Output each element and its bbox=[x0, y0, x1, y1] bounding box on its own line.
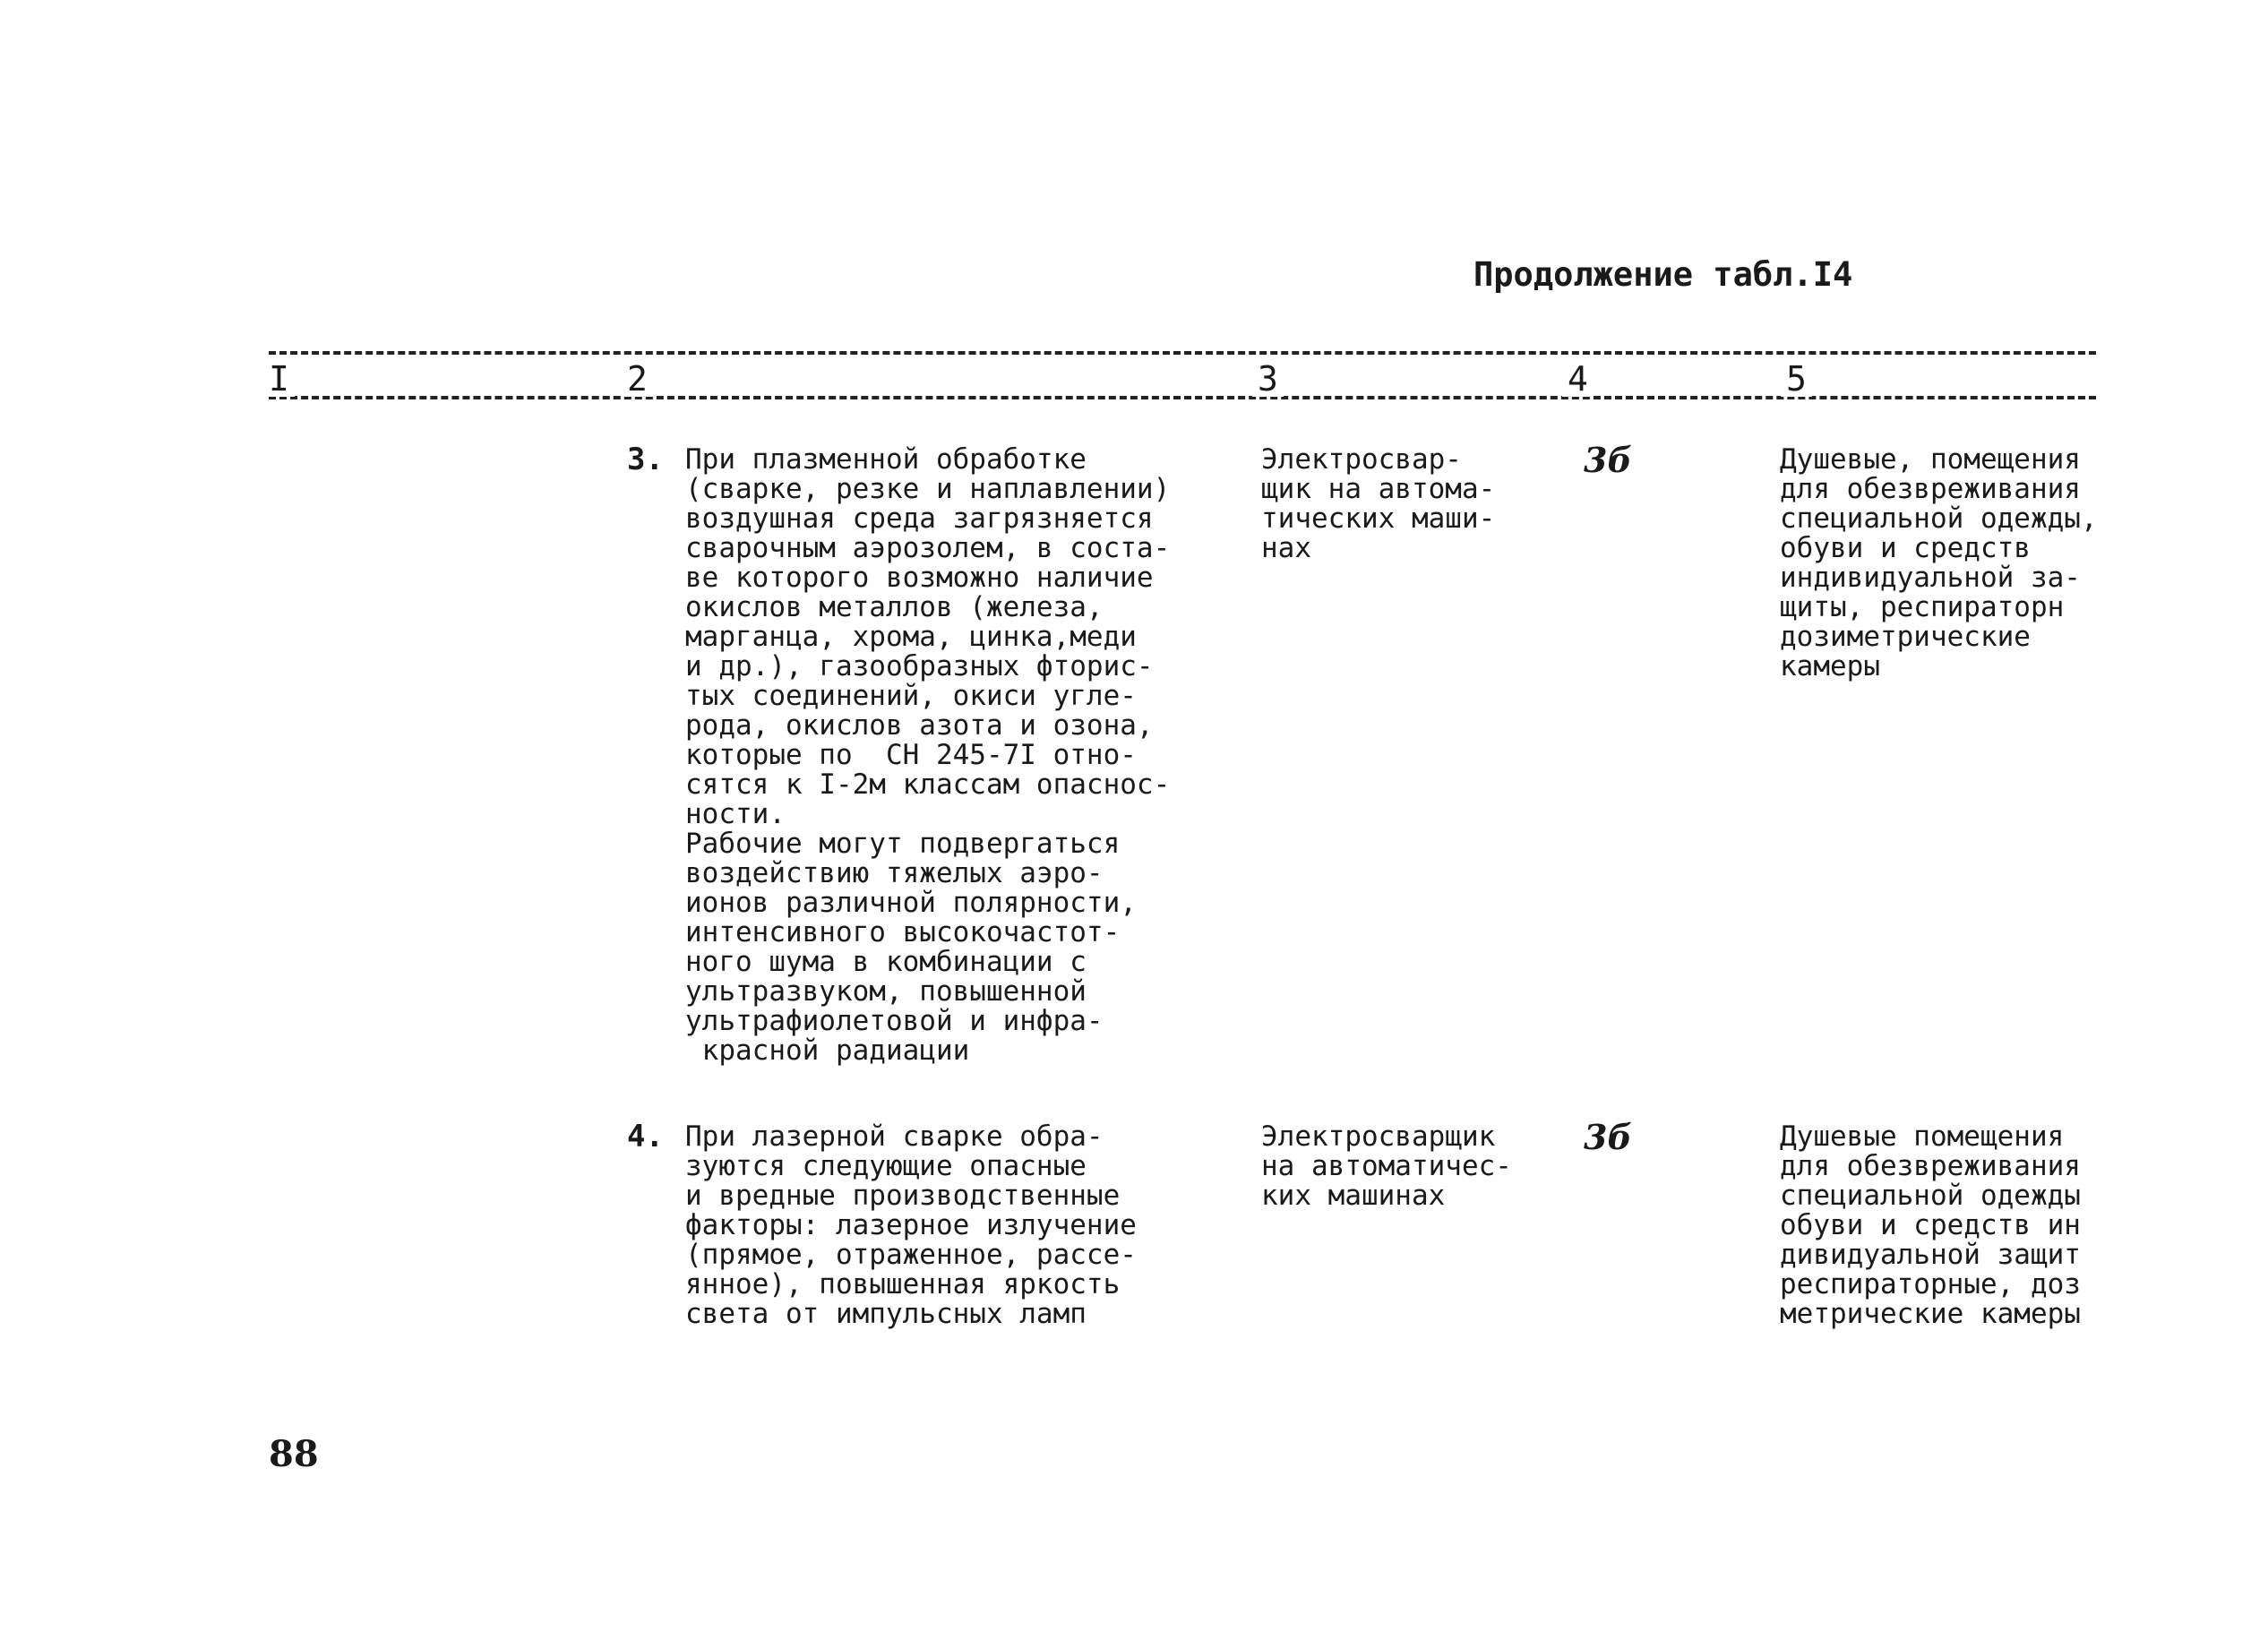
special-facilities: Душевые, помещения для обезвреживания специальной одежды, обуви и средств индивидуальной за- щиты, респираторн дозиметрические камеры bbox=[1780, 443, 2098, 682]
profession: Электросвар- щик на автома- тических маши- нах bbox=[1261, 443, 1496, 564]
profession: Электросварщик на автоматичес- ких машинах bbox=[1261, 1120, 1512, 1212]
sanitary-group: 3б bbox=[1584, 1117, 1632, 1157]
sanitary-group: 3б bbox=[1584, 440, 1632, 480]
table-continuation-title: Продолжение табл.I4 bbox=[1473, 255, 1853, 294]
hazard-description: При плазменной обработке (сварке, резке и наплавлении) воздушная среда загрязняется сварочным аэрозолем, в соста- ве которого возможно наличие окислов металлов (железа, марганца, хрома, цинка,меди и др.), газообразных фторис- тых соединений, окиси угле- рода, окислов азота и озона, которые по СН 245-7I отно- сятся к I-2м классам опаснос- ности. Рабочие могут подвергаться воздействию тяжелых аэро- ионов различной полярности, интенсивного высокочастот- ного шума в комбинации с ультразвуком, повышенной ультрафиолетовой и инфра- красной радиации bbox=[685, 443, 1171, 1067]
row-number: 3. bbox=[627, 442, 664, 477]
column-number-5: 5 bbox=[1781, 361, 1812, 397]
column-number-3: 3 bbox=[1252, 361, 1284, 397]
column-number-4: 4 bbox=[1562, 361, 1594, 397]
row-number: 4. bbox=[627, 1119, 664, 1154]
hazard-description: При лазерной сварке обра- зуются следующие опасные и вредные производственные факторы: лазерное излучение (прямое, отраженное, рассе- янное), повышенная яркость света от импульсных ламп bbox=[685, 1120, 1137, 1330]
column-number-1: I bbox=[263, 361, 295, 397]
column-number-2: 2 bbox=[622, 361, 653, 397]
table-header-rule bbox=[269, 396, 2096, 399]
page-number: 88 bbox=[269, 1433, 319, 1475]
special-facilities: Душевые помещения для обезвреживания специальной одежды обуви и средств ин дивидуальной защит респираторные, доз метрические камеры bbox=[1780, 1120, 2081, 1330]
table-top-rule bbox=[269, 351, 2096, 355]
